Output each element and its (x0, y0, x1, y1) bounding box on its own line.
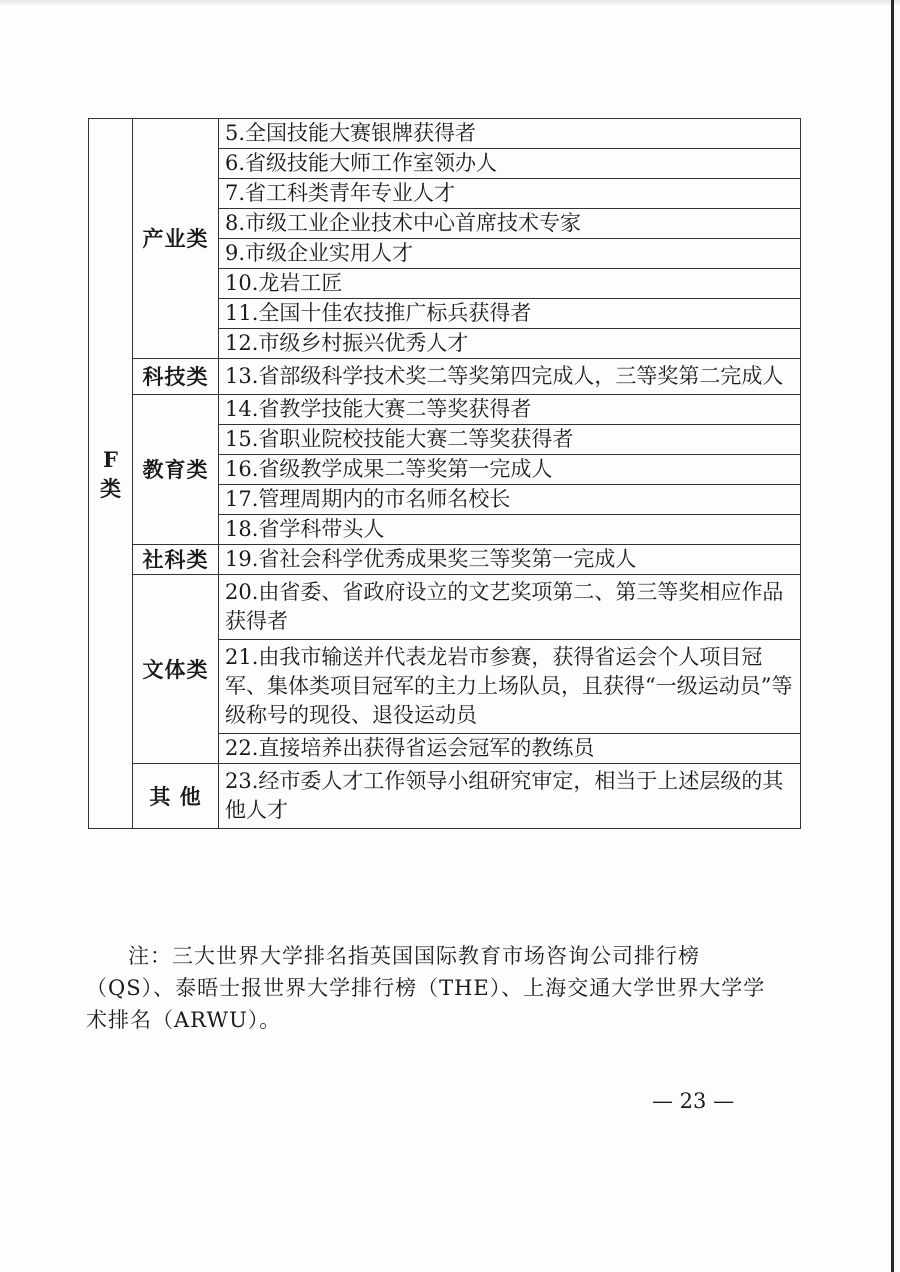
table-row (89, 575, 801, 640)
category-label: 科技类 (133, 359, 219, 395)
category-label: 教育类 (133, 395, 219, 545)
category-item: 22.直接培养出获得省运会冠军的教练员 (219, 734, 801, 764)
category-item: 15.省职业院校技能大赛二等奖获得者 (219, 425, 801, 455)
category-label: 产业类 (133, 119, 219, 359)
scan-right-edge (891, 0, 894, 1272)
category-item: 23.经市委人才工作领导小组研究审定，相当于上述层级的其他人才 (219, 764, 801, 829)
category-item: 14.省教学技能大赛二等奖获得者 (219, 395, 801, 425)
category-item: 7.省工科类青年专业人才 (219, 179, 801, 209)
talent-category-table (88, 118, 801, 829)
footnote: 注：三大世界大学排名指英国国际教育市场咨询公司排行榜（QS）、泰晤士报世界大学排行榜（THE）、上海交通大学世界大学学术排名（ARWU）。 (86, 944, 766, 1032)
page-number: — 23 — (652, 1089, 735, 1113)
table-row (89, 545, 801, 575)
scan-top-edge (0, 0, 900, 6)
category-item: 18.省学科带头人 (219, 515, 801, 545)
category-item: 6.省级技能大师工作室领办人 (219, 149, 801, 179)
category-item: 12.市级乡村振兴优秀人才 (219, 329, 801, 359)
category-item: 13.省部级科学技术奖二等奖第四完成人，三等奖第二完成人 (219, 359, 801, 395)
category-item: 11.全国十佳农技推广标兵获得者 (219, 299, 801, 329)
table-row (89, 359, 801, 395)
category-item: 20.由省委、省政府设立的文艺奖项第二、第三等奖相应作品获得者 (219, 575, 801, 640)
category-item: 17.管理周期内的市名师名校长 (219, 485, 801, 515)
category-label: 文体类 (133, 575, 219, 764)
table-row (89, 119, 801, 149)
table-row (89, 764, 801, 829)
major-category-label: F类 (89, 119, 133, 829)
category-item: 21.由我市输送并代表龙岩市参赛，获得省运会个人项目冠军、集体类项目冠军的主力上场队员，且获得“一级运动员”等级称号的现役、退役运动员 (219, 640, 801, 734)
category-label: 社科类 (133, 545, 219, 575)
category-label: 其 他 (133, 764, 219, 829)
table-row (89, 395, 801, 425)
category-item: 8.市级工业企业技术中心首席技术专家 (219, 209, 801, 239)
category-item: 16.省级教学成果二等奖第一完成人 (219, 455, 801, 485)
category-item: 5.全国技能大赛银牌获得者 (219, 119, 801, 149)
category-item: 10.龙岩工匠 (219, 269, 801, 299)
category-item: 9.市级企业实用人才 (219, 239, 801, 269)
category-item: 19.省社会科学优秀成果奖三等奖第一完成人 (219, 545, 801, 575)
